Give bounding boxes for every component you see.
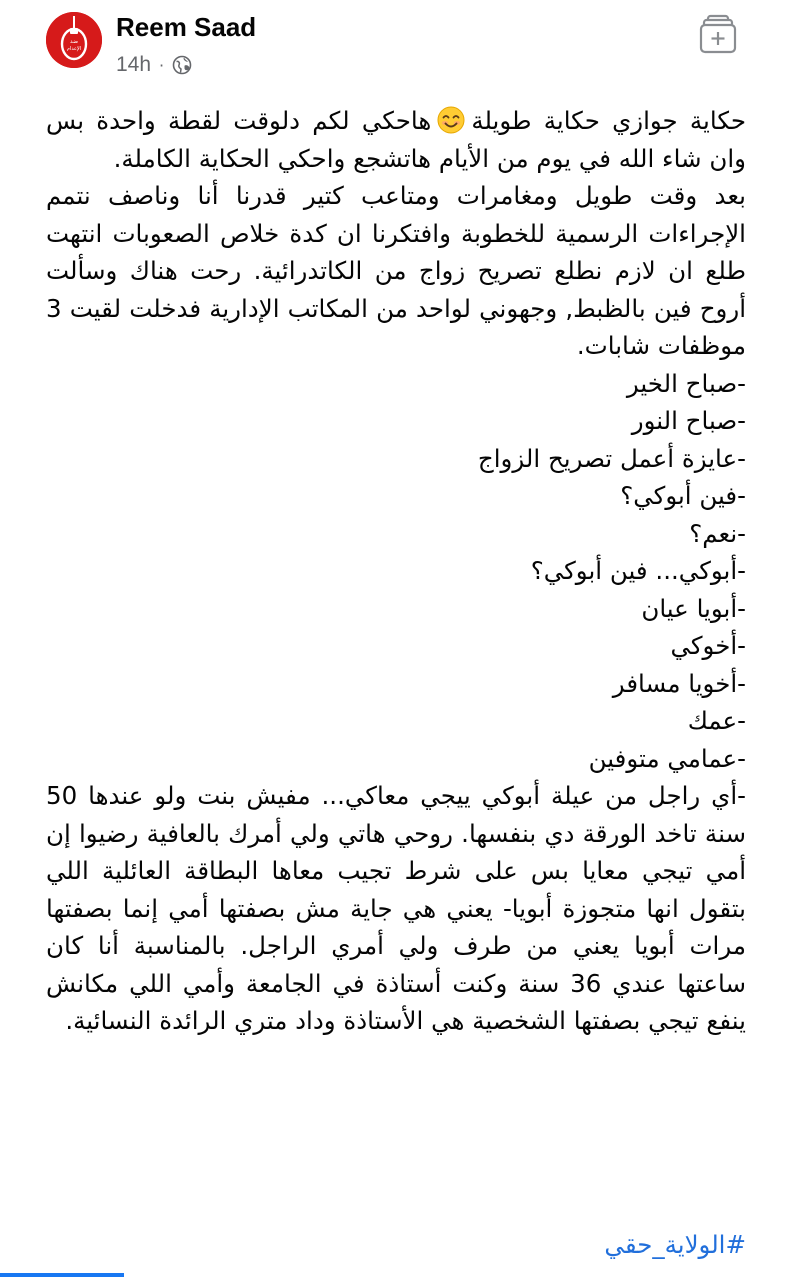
dialogue-line: -عمك xyxy=(687,706,746,735)
dialogue-line: -عايزة أعمل تصريح الزواج xyxy=(477,443,746,473)
dialogue-line: -صباح النور xyxy=(631,406,746,435)
dialogue-line: -نعم؟ xyxy=(689,518,746,548)
globe-icon[interactable] xyxy=(172,55,192,75)
svg-text:ضد: ضد xyxy=(69,38,79,45)
text-span: حكاية جوازي حكاية طويلة xyxy=(471,106,746,135)
hashtag-link[interactable]: #الولاية_حقي xyxy=(604,1230,746,1259)
scroll-indicator xyxy=(0,1273,124,1277)
dialogue-line: -أخويا مسافر xyxy=(612,668,746,698)
paragraph-intro xyxy=(46,102,746,177)
dialogue-line: -فين أبوكي؟ xyxy=(620,481,746,510)
timestamp[interactable]: 14h xyxy=(116,53,152,76)
paragraph: -أي راجل من عيلة أبوكي ييجي معاكي... مفيش بنت ولو عندها 50 سنة تاخد الورقة دي بنفسها. روحي هاتي ولي أمرك بالعافية رضيوا إن أمي تيجي معايا بس على شرط تجيب معاها البطاقة العائلية اللي بتقول انها متجوزة أبويا- يعني هي جاية مش بصفتها أمي إنما بصفتها مرات أبويا يعني من طرف ولي أمري الراجل. بالمناسبة أنا كان ساعتها عندي 36 سنة وكنت أستاذة في الجامعة وأمي اللي مكانش ينفع تيجي بصفتها الشخصية هي الأستاذة وداد متري الرائدة النسائية. xyxy=(46,781,746,1035)
avatar[interactable] xyxy=(46,12,102,68)
author-name[interactable]: Reem Saad xyxy=(116,12,257,42)
dialogue-line: -أبويا عيان xyxy=(641,593,746,623)
text-span: هاحكي لكم دلوقت لقطة واحدة بس وان شاء الله في يوم من الأيام هاتشجع واحكي الحكاية الكاملة. xyxy=(46,106,746,173)
dialogue-line: -صباح الخير xyxy=(626,368,746,398)
svg-text:الإعدام: الإعدام xyxy=(66,46,82,52)
dialogue-line: -أبوكي... فين أبوكي؟ xyxy=(530,556,746,585)
dialogue-line: -أخوكي xyxy=(670,631,746,660)
paragraph: بعد وقت طويل ومغامرات ومتاعب كتير قدرنا أنا وناصف نتمم الإجراءات الرسمية للخطوبة وافتكرنا ان كدة خلاص الصعوبات انتهت طلع ان لازم نطلع تصريح زواج من الكاتدرائية. رحت هناك وسألت أروح فين بالظبط, وجهوني لواحد من المكاتب الإدارية فدخلت لقيت 3 موظفات شابات. xyxy=(46,181,746,360)
noose-logo-icon xyxy=(46,12,102,68)
post-header xyxy=(0,0,790,90)
add-to-collection-icon xyxy=(698,14,738,54)
separator-dot: · xyxy=(159,55,165,75)
post-text xyxy=(46,102,746,1040)
smiling-face-emoji xyxy=(437,106,465,134)
post-meta xyxy=(116,53,192,77)
dialogue-line: -عمامي متوفين xyxy=(588,743,746,773)
add-to-collection-button[interactable] xyxy=(698,14,738,54)
